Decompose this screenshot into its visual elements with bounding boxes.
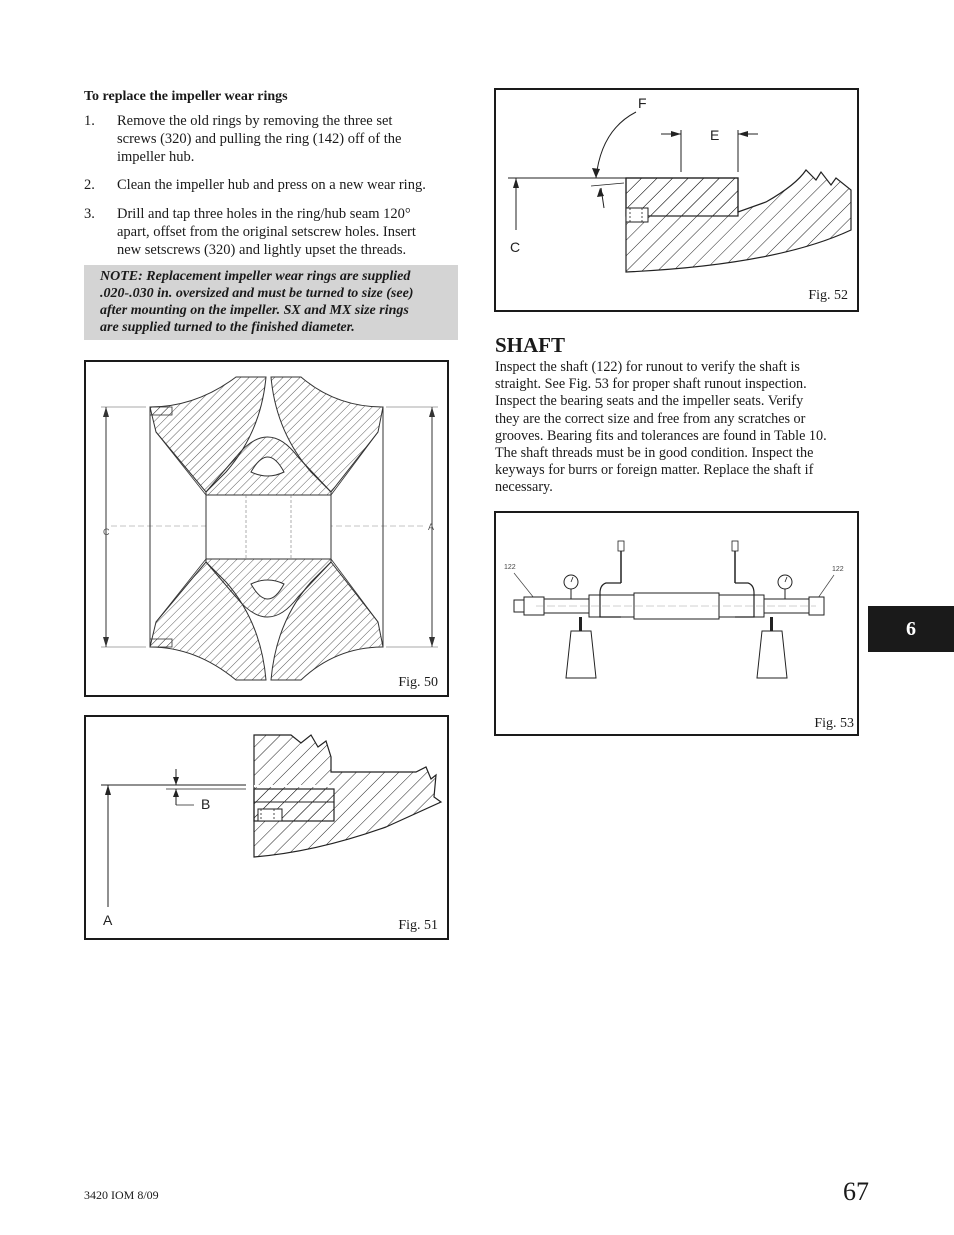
note-box: [84, 265, 458, 340]
dimension-label-e: E: [710, 127, 720, 143]
figure-50: [84, 360, 449, 697]
step-line: impeller hub.: [117, 149, 195, 165]
figure-caption: Fig. 53: [814, 716, 854, 731]
paragraph-line: Inspect the shaft (122) for runout to verify the shaft is: [495, 359, 800, 375]
step-line: apart, offset from the original setscrew holes. Insert: [117, 224, 416, 240]
step-line: Drill and tap three holes in the ring/hub seam 120°: [117, 206, 411, 222]
figure-52: [494, 88, 859, 312]
step-1: [84, 112, 464, 172]
shaft-runout-inspection-drawing: [496, 513, 857, 734]
paragraph-line: they are the correct size and free from any scratches or: [495, 410, 806, 427]
paragraph-line: grooves. Bearing fits and tolerances are found in Table 10.: [495, 427, 827, 444]
step-number: 2.: [84, 177, 95, 193]
part-label-left: 122: [504, 564, 516, 571]
dimension-label-c: C: [510, 239, 521, 255]
figure-caption: Fig. 52: [808, 288, 848, 303]
step-2: [84, 176, 464, 196]
step-number: 3.: [84, 206, 95, 222]
dimension-label-c: C: [103, 527, 110, 537]
paragraph-line: straight. See Fig. 53 for proper shaft runout inspection.: [495, 376, 807, 393]
note-line: .020-.030 in. oversized and must be turned to size (see): [100, 286, 414, 301]
figure-caption: Fig. 51: [398, 918, 438, 933]
paragraph-line: necessary.: [495, 479, 553, 496]
page-number: 67: [843, 1177, 869, 1206]
step-line: Remove the old rings by removing the three set: [117, 113, 393, 129]
figure-caption: Fig. 50: [398, 675, 438, 690]
paragraph-line: keyways for burrs or foreign matter. Replace the shaft if: [495, 462, 814, 479]
section-tab[interactable]: 6: [868, 606, 954, 652]
dimension-label-a: A: [428, 522, 435, 532]
dimension-label-a: A: [103, 912, 113, 928]
procedure-heading: To replace the impeller wear rings: [84, 89, 288, 104]
section-title: SHAFT: [495, 333, 566, 357]
step-3: [84, 205, 464, 265]
step-number: 1.: [84, 113, 95, 129]
note-line: NOTE: Replacement impeller wear rings are supplied: [100, 269, 411, 284]
dimension-label-b: B: [201, 796, 211, 812]
dimension-label-f: F: [638, 95, 647, 111]
figure-53: [494, 511, 859, 736]
step-line: screws (320) and pulling the ring (142) off of the: [117, 131, 402, 147]
note-line: after mounting on the impeller. SX and MX size rings: [100, 303, 409, 318]
impeller-ring-turning-drawing: [496, 90, 857, 310]
note-line: are supplied turned to the finished diameter.: [100, 320, 355, 335]
paragraph-line: Inspect the bearing seats and the impeller seats. Verify: [495, 393, 804, 410]
impeller-cross-section-drawing: [86, 362, 447, 695]
wear-ring-detail-drawing: [86, 717, 447, 938]
paragraph-line: The shaft threads must be in good condition. Inspect the: [495, 445, 814, 462]
step-line: Clean the impeller hub and press on a new wear ring.: [117, 177, 426, 193]
shaft-paragraph: [495, 359, 875, 497]
step-line: new setscrews (320) and lightly upset the threads.: [117, 242, 407, 258]
document-id: 3420 IOM 8/09: [84, 1188, 159, 1202]
figure-51: [84, 715, 449, 940]
part-label-right: 122: [832, 566, 844, 573]
